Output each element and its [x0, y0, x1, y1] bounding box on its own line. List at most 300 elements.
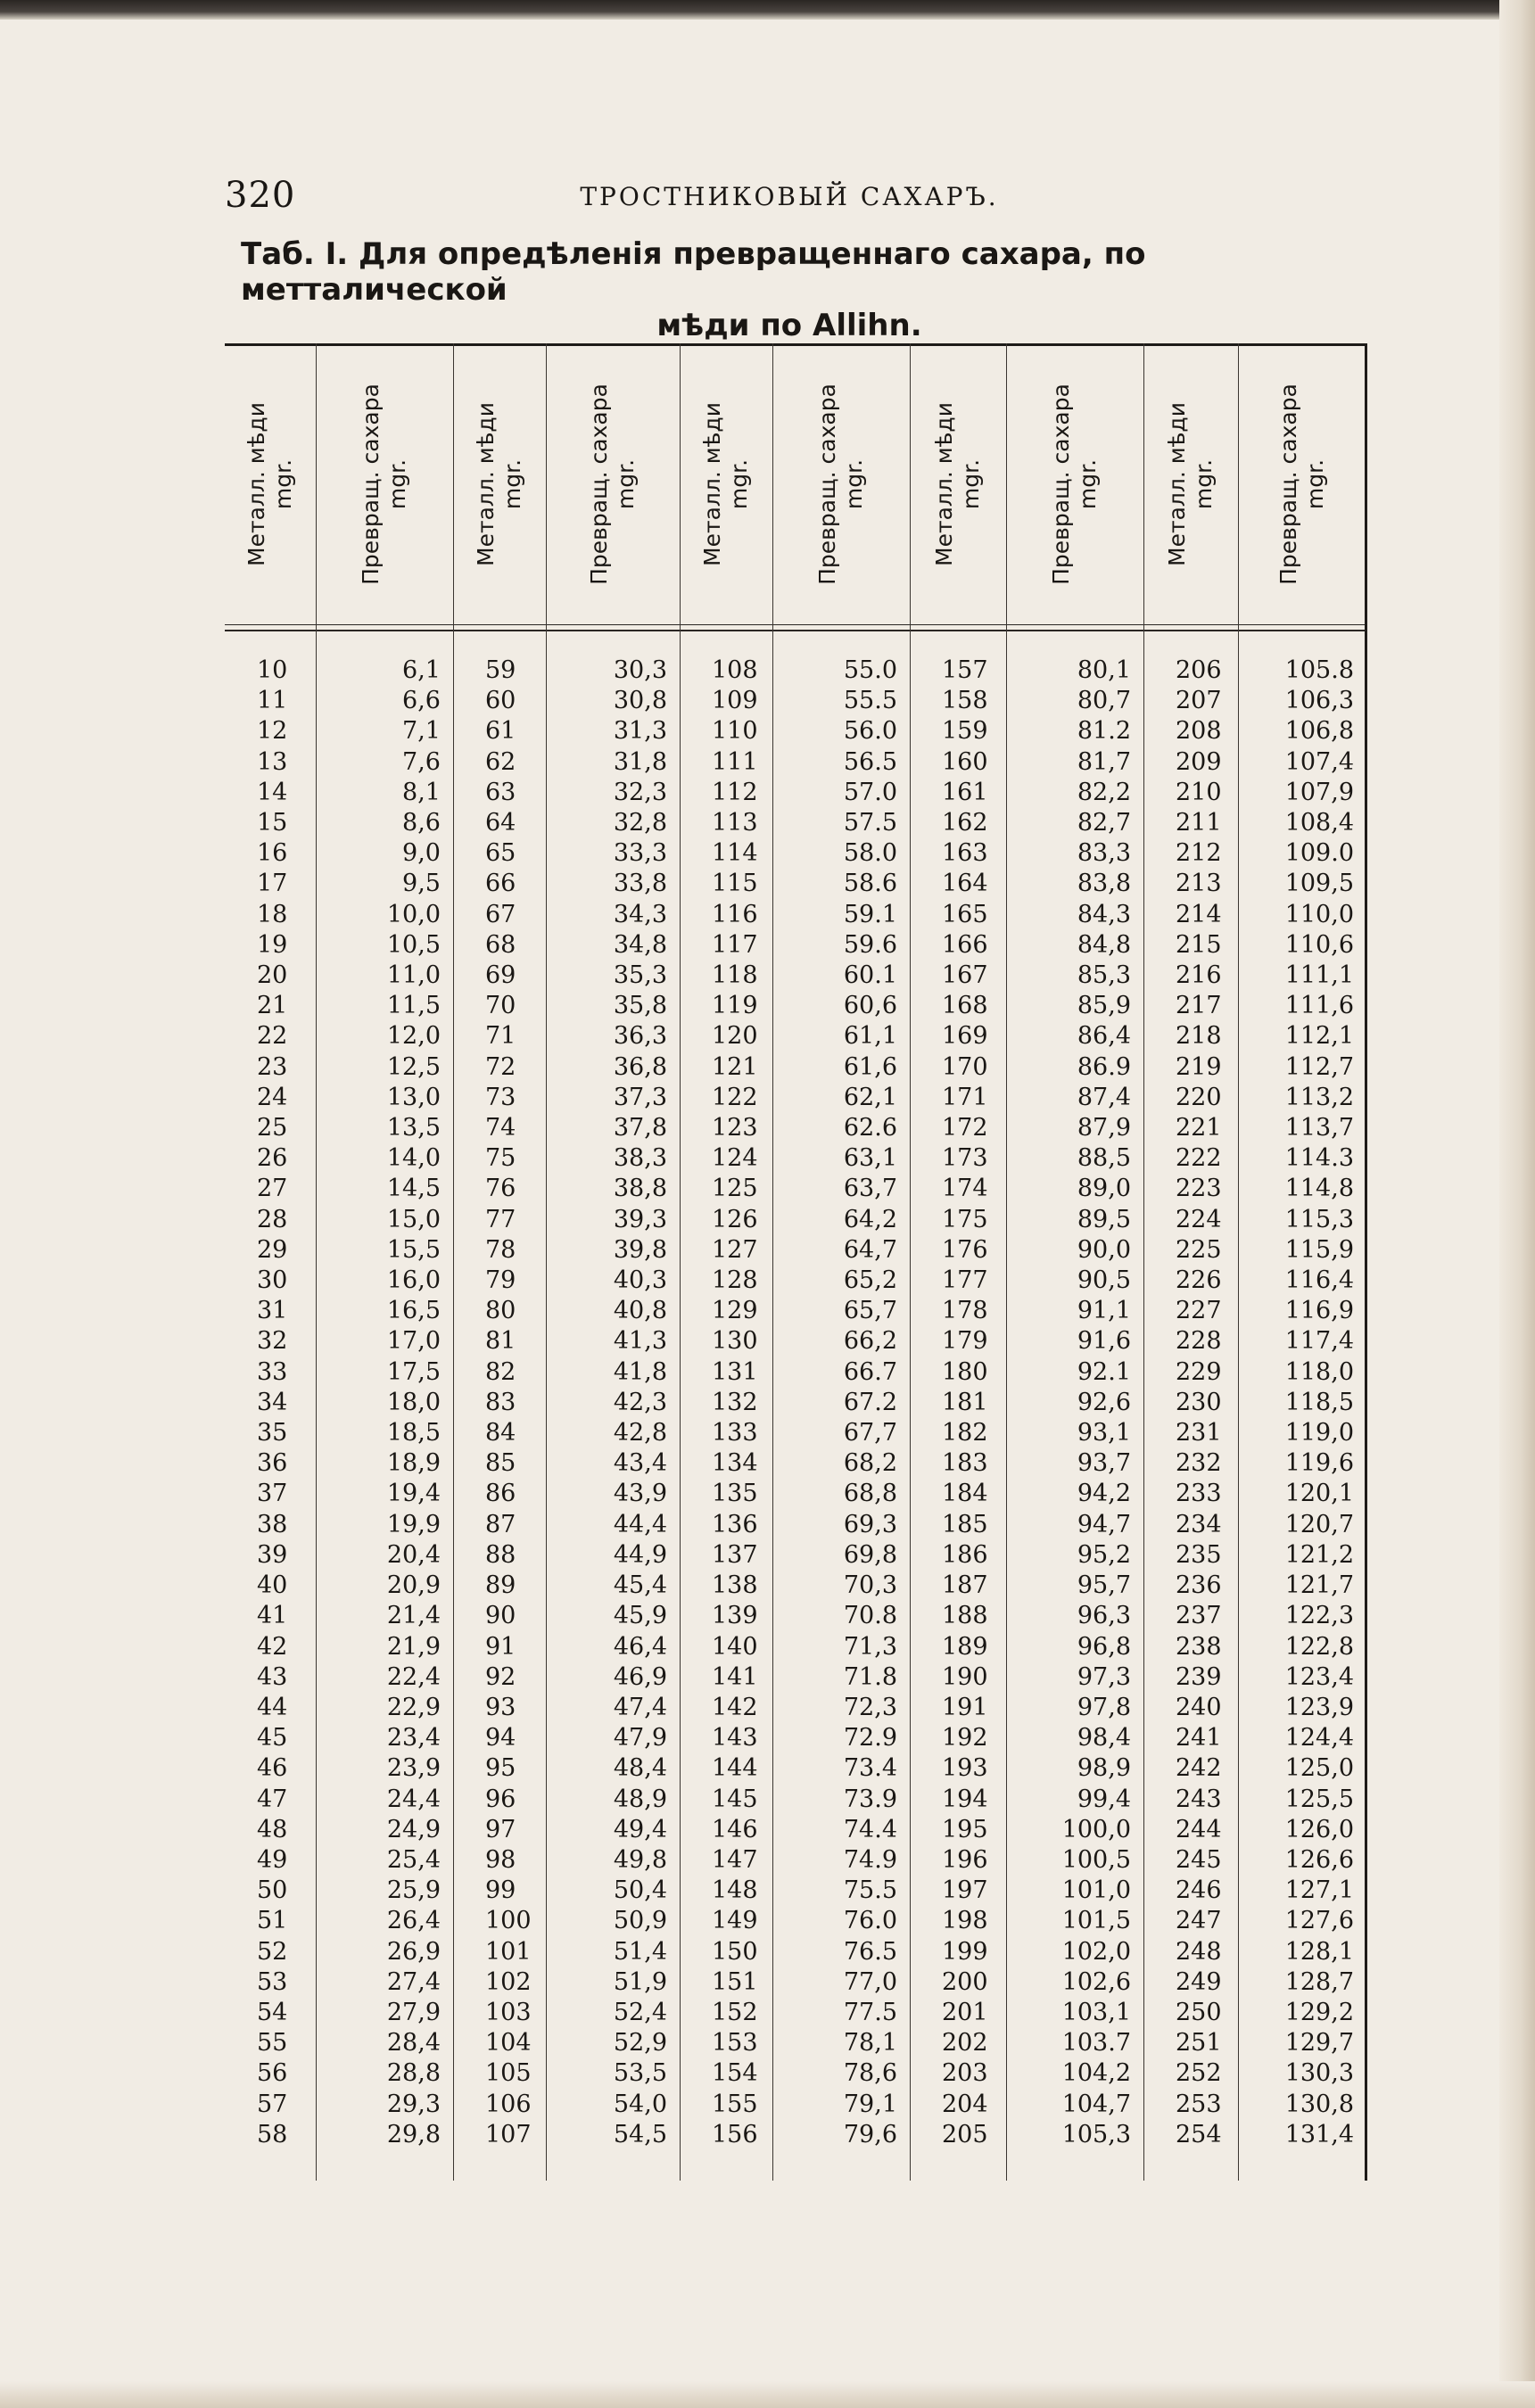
- sugar-cell: 16,0: [386, 1266, 441, 1295]
- sugar-cell: 84,3: [1077, 900, 1131, 928]
- sugar-cell: 27,9: [386, 1998, 441, 2026]
- copper-cell: 251: [1176, 2029, 1222, 2058]
- metal-copper-column: [910, 343, 1006, 2181]
- copper-cell: 51: [257, 1907, 288, 1935]
- sugar-cell: 79,1: [843, 2090, 897, 2118]
- copper-cell: 202: [942, 2029, 988, 2058]
- sugar-cell: 59.1: [843, 900, 897, 928]
- sugar-cell: 78,1: [843, 2029, 897, 2058]
- sugar-cell: 92,6: [1077, 1388, 1131, 1416]
- column-header-text: [473, 355, 526, 614]
- copper-cell: 200: [942, 1967, 988, 1996]
- copper-cell: 137: [712, 1540, 758, 1569]
- sugar-cell: 43,4: [613, 1449, 667, 1478]
- copper-cell: 169: [942, 1022, 988, 1051]
- copper-cell: 107: [485, 2120, 532, 2148]
- copper-cell: 63: [485, 778, 516, 806]
- copper-cell: 100: [485, 1907, 532, 1935]
- sugar-cell: 23,9: [386, 1754, 441, 1783]
- sugar-cell: 118,0: [1284, 1357, 1354, 1386]
- copper-cell: 224: [1176, 1205, 1222, 1233]
- column-header-label: Металл. мѣди: [699, 402, 725, 566]
- sugar-cell: 46,4: [613, 1632, 667, 1661]
- sugar-cell: 95,7: [1077, 1571, 1131, 1600]
- copper-cell: 201: [942, 1998, 988, 2026]
- copper-cell: 110: [712, 717, 758, 746]
- sugar-cell: 130,8: [1284, 2090, 1354, 2118]
- sugar-cell: 66,2: [843, 1327, 897, 1356]
- copper-cell: 149: [712, 1907, 758, 1935]
- sugar-cell: 59.6: [843, 930, 897, 959]
- column-header-text: [1275, 355, 1329, 614]
- sugar-cell: 105,3: [1061, 2120, 1131, 2148]
- converted-sugar-column: [1238, 343, 1366, 2181]
- running-title: ТРОСТНИКОВЫЙ САХАРЪ.: [580, 182, 999, 211]
- copper-cell: 114: [712, 839, 758, 868]
- copper-cell: 31: [257, 1297, 288, 1325]
- sugar-cell: 80,1: [1077, 656, 1131, 684]
- sugar-cell: 84,8: [1077, 930, 1131, 959]
- copper-cell: 95: [485, 1754, 516, 1783]
- sugar-cell: 6,6: [402, 687, 441, 715]
- copper-cell: 239: [1176, 1662, 1222, 1691]
- copper-cell: 133: [712, 1419, 758, 1447]
- copper-cell: 132: [712, 1388, 758, 1416]
- sugar-cell: 78,6: [843, 2059, 897, 2088]
- sugar-cell: 107,9: [1284, 778, 1354, 806]
- sugar-cell: 22,4: [386, 1662, 441, 1691]
- copper-cell: 175: [942, 1205, 988, 1233]
- copper-cell: 22: [257, 1022, 288, 1051]
- copper-cell: 197: [942, 1876, 988, 1905]
- sugar-cell: 57.0: [843, 778, 897, 806]
- copper-cell: 59: [485, 656, 516, 684]
- caption-line-1: Таб. I. Для опредѣленія превращеннаго сахара, по метталической: [241, 236, 1146, 308]
- copper-cell: 54: [257, 1998, 288, 2026]
- sugar-cell: 110,0: [1284, 900, 1354, 928]
- sugar-cell: 56.5: [843, 747, 897, 776]
- copper-cell: 119: [712, 992, 758, 1020]
- sugar-cell: 42,3: [613, 1388, 667, 1416]
- copper-cell: 205: [942, 2120, 988, 2148]
- sugar-cell: 29,3: [386, 2090, 441, 2118]
- copper-cell: 176: [942, 1235, 988, 1264]
- sugar-cell: 8,1: [402, 778, 441, 806]
- metal-copper-column: [453, 343, 546, 2181]
- sugar-cell: 17,0: [386, 1327, 441, 1356]
- sugar-cell: 116,4: [1284, 1266, 1354, 1295]
- table-caption: [214, 236, 1365, 343]
- copper-cell: 158: [942, 687, 988, 715]
- sugar-cell: 64,2: [843, 1205, 897, 1233]
- copper-cell: 249: [1176, 1967, 1222, 1996]
- copper-cell: 40: [257, 1571, 288, 1600]
- copper-cell: 148: [712, 1876, 758, 1905]
- copper-cell: 188: [942, 1602, 988, 1630]
- sugar-cell: 94,2: [1077, 1480, 1131, 1508]
- sugar-cell: 60.1: [843, 961, 897, 990]
- copper-cell: 222: [1176, 1144, 1222, 1173]
- sugar-cell: 38,3: [613, 1144, 667, 1173]
- copper-cell: 248: [1176, 1937, 1222, 1966]
- sugar-cell: 121,7: [1284, 1571, 1354, 1600]
- sugar-cell: 79,6: [843, 2120, 897, 2148]
- sugar-cell: 30,3: [613, 656, 667, 684]
- sugar-cell: 31,3: [613, 717, 667, 746]
- sugar-cell: 85,9: [1077, 992, 1131, 1020]
- copper-cell: 227: [1176, 1297, 1222, 1325]
- column-header-label: Металл. мѣди: [1164, 402, 1190, 566]
- sugar-cell: 38,8: [613, 1175, 667, 1203]
- copper-cell: 97: [485, 1815, 516, 1843]
- column-header: [546, 350, 680, 618]
- page-right-edge: [1499, 0, 1535, 2408]
- copper-cell: 163: [942, 839, 988, 868]
- sugar-cell: 93,7: [1077, 1449, 1131, 1478]
- copper-cell: 43: [257, 1662, 288, 1691]
- sugar-cell: 7,1: [402, 717, 441, 746]
- copper-cell: 55: [257, 2029, 288, 2058]
- sugar-cell: 51,4: [613, 1937, 667, 1966]
- sugar-cell: 27,4: [386, 1967, 441, 1996]
- copper-cell: 138: [712, 1571, 758, 1600]
- column-values: [680, 656, 772, 2150]
- sugar-cell: 104,2: [1061, 2059, 1131, 2088]
- copper-cell: 19: [257, 930, 288, 959]
- sugar-cell: 26,9: [386, 1937, 441, 1966]
- sugar-cell: 35,8: [613, 992, 667, 1020]
- sugar-cell: 46,9: [613, 1662, 667, 1691]
- copper-cell: 210: [1176, 778, 1222, 806]
- copper-cell: 49: [257, 1845, 288, 1874]
- copper-cell: 254: [1176, 2120, 1222, 2148]
- sugar-cell: 31,8: [613, 747, 667, 776]
- copper-cell: 80: [485, 1297, 516, 1325]
- copper-cell: 73: [485, 1083, 516, 1111]
- column-header-text: [814, 355, 868, 614]
- copper-cell: 78: [485, 1235, 516, 1264]
- copper-cell: 126: [712, 1205, 758, 1233]
- copper-cell: 229: [1176, 1357, 1222, 1386]
- sugar-cell: 13,0: [386, 1083, 441, 1111]
- column-header-text: [931, 355, 985, 614]
- copper-cell: 168: [942, 992, 988, 1020]
- copper-cell: 181: [942, 1388, 988, 1416]
- copper-cell: 203: [942, 2059, 988, 2088]
- sugar-cell: 24,4: [386, 1785, 441, 1813]
- sugar-cell: 55.5: [843, 687, 897, 715]
- sugar-cell: 20,9: [386, 1571, 441, 1600]
- sugar-cell: 131,4: [1284, 2120, 1354, 2148]
- sugar-cell: 13,5: [386, 1114, 441, 1142]
- copper-cell: 61: [485, 717, 516, 746]
- copper-cell: 172: [942, 1114, 988, 1142]
- sugar-cell: 82,2: [1077, 778, 1131, 806]
- copper-cell: 244: [1176, 1815, 1222, 1843]
- sugar-cell: 99,4: [1077, 1785, 1131, 1813]
- sugar-cell: 19,4: [386, 1480, 441, 1508]
- sugar-cell: 9,0: [402, 839, 441, 868]
- copper-cell: 236: [1176, 1571, 1222, 1600]
- copper-cell: 214: [1176, 900, 1222, 928]
- column-values: [910, 656, 1006, 2150]
- copper-cell: 84: [485, 1419, 516, 1447]
- copper-cell: 113: [712, 809, 758, 837]
- copper-cell: 35: [257, 1419, 288, 1447]
- column-header-text: [586, 355, 640, 614]
- copper-cell: 190: [942, 1662, 988, 1691]
- column-header-label: Превращ. сахара: [814, 383, 840, 585]
- sugar-cell: 117,4: [1284, 1327, 1354, 1356]
- sugar-cell: 71.8: [843, 1662, 897, 1691]
- copper-cell: 230: [1176, 1388, 1222, 1416]
- sugar-cell: 36,3: [613, 1022, 667, 1051]
- sugar-cell: 36,8: [613, 1052, 667, 1081]
- copper-cell: 18: [257, 900, 288, 928]
- copper-cell: 233: [1176, 1480, 1222, 1508]
- copper-cell: 81: [485, 1327, 516, 1356]
- sugar-cell: 103,1: [1061, 1998, 1131, 2026]
- copper-cell: 134: [712, 1449, 758, 1478]
- sugar-cell: 72.9: [843, 1724, 897, 1752]
- column-values: [1238, 656, 1366, 2150]
- copper-cell: 36: [257, 1449, 288, 1478]
- copper-cell: 94: [485, 1724, 516, 1752]
- copper-cell: 207: [1176, 687, 1222, 715]
- sugar-cell: 96,8: [1077, 1632, 1131, 1661]
- sugar-cell: 34,8: [613, 930, 667, 959]
- sugar-cell: 126,0: [1284, 1815, 1354, 1843]
- sugar-cell: 122,3: [1284, 1602, 1354, 1630]
- copper-cell: 253: [1176, 2090, 1222, 2118]
- sugar-cell: 63,1: [843, 1144, 897, 1173]
- sugar-cell: 60,6: [843, 992, 897, 1020]
- copper-cell: 246: [1176, 1876, 1222, 1905]
- copper-cell: 234: [1176, 1510, 1222, 1538]
- sugar-cell: 25,9: [386, 1876, 441, 1905]
- copper-cell: 155: [712, 2090, 758, 2118]
- column-header-label: Превращ. сахара: [1275, 383, 1301, 585]
- sugar-cell: 62,1: [843, 1083, 897, 1111]
- copper-cell: 159: [942, 717, 988, 746]
- sugar-cell: 114.3: [1284, 1144, 1354, 1173]
- sugar-cell: 26,4: [386, 1907, 441, 1935]
- copper-cell: 183: [942, 1449, 988, 1478]
- sugar-cell: 71,3: [843, 1632, 897, 1661]
- sugar-cell: 48,9: [613, 1785, 667, 1813]
- copper-cell: 184: [942, 1480, 988, 1508]
- copper-cell: 147: [712, 1845, 758, 1874]
- sugar-cell: 28,8: [386, 2059, 441, 2088]
- sugar-cell: 29,8: [386, 2120, 441, 2148]
- sugar-cell: 65,2: [843, 1266, 897, 1295]
- copper-cell: 130: [712, 1327, 758, 1356]
- sugar-cell: 112,1: [1284, 1022, 1354, 1051]
- sugar-cell: 49,4: [613, 1815, 667, 1843]
- copper-cell: 193: [942, 1754, 988, 1783]
- sugar-cell: 23,4: [386, 1724, 441, 1752]
- copper-cell: 240: [1176, 1693, 1222, 1721]
- sugar-cell: 89,5: [1077, 1205, 1131, 1233]
- copper-cell: 104: [485, 2029, 532, 2058]
- copper-cell: 124: [712, 1144, 758, 1173]
- copper-cell: 34: [257, 1388, 288, 1416]
- copper-cell: 120: [712, 1022, 758, 1051]
- sugar-cell: 106,8: [1284, 717, 1354, 746]
- copper-cell: 140: [712, 1632, 758, 1661]
- copper-cell: 177: [942, 1266, 988, 1295]
- sugar-cell: 50,4: [613, 1876, 667, 1905]
- page-header: [214, 169, 1365, 223]
- sugar-cell: 21,9: [386, 1632, 441, 1661]
- metal-copper-column: [1143, 343, 1238, 2181]
- copper-cell: 144: [712, 1754, 758, 1783]
- sugar-cell: 82,7: [1077, 809, 1131, 837]
- copper-cell: 156: [712, 2120, 758, 2148]
- copper-cell: 72: [485, 1052, 516, 1081]
- sugar-cell: 121,2: [1284, 1540, 1354, 1569]
- sugar-cell: 102,0: [1061, 1937, 1131, 1966]
- column-header: [910, 350, 1006, 618]
- sugar-cell: 98,4: [1077, 1724, 1131, 1752]
- sugar-cell: 20,4: [386, 1540, 441, 1569]
- copper-cell: 74: [485, 1114, 516, 1142]
- sugar-cell: 57.5: [843, 809, 897, 837]
- sugar-cell: 97,8: [1077, 1693, 1131, 1721]
- copper-cell: 39: [257, 1540, 288, 1569]
- copper-cell: 223: [1176, 1175, 1222, 1203]
- copper-cell: 243: [1176, 1785, 1222, 1813]
- sugar-cell: 11,5: [386, 992, 441, 1020]
- copper-cell: 82: [485, 1357, 516, 1386]
- sugar-cell: 47,4: [613, 1693, 667, 1721]
- sugar-cell: 80,7: [1077, 687, 1131, 715]
- sugar-cell: 10,5: [386, 930, 441, 959]
- copper-cell: 189: [942, 1632, 988, 1661]
- sugar-cell: 44,9: [613, 1540, 667, 1569]
- sugar-cell: 98,9: [1077, 1754, 1131, 1783]
- sugar-cell: 89,0: [1077, 1175, 1131, 1203]
- copper-cell: 46: [257, 1754, 288, 1783]
- page-bottom-edge: [0, 2381, 1535, 2408]
- sugar-cell: 97,3: [1077, 1662, 1131, 1691]
- copper-cell: 241: [1176, 1724, 1222, 1752]
- sugar-cell: 81,7: [1077, 747, 1131, 776]
- copper-cell: 247: [1176, 1907, 1222, 1935]
- copper-cell: 99: [485, 1876, 516, 1905]
- copper-cell: 29: [257, 1235, 288, 1264]
- sugar-cell: 73.9: [843, 1785, 897, 1813]
- column-header-text: [1048, 355, 1102, 614]
- converted-sugar-column: [316, 343, 453, 2181]
- copper-cell: 242: [1176, 1754, 1222, 1783]
- copper-cell: 211: [1176, 809, 1222, 837]
- copper-cell: 91: [485, 1632, 516, 1661]
- sugar-cell: 15,0: [386, 1205, 441, 1233]
- column-header-label: Превращ. сахара: [358, 383, 384, 585]
- sugar-cell: 111,6: [1284, 992, 1354, 1020]
- sugar-cell: 109.0: [1284, 839, 1354, 868]
- copper-cell: 90: [485, 1602, 516, 1630]
- sugar-cell: 25,4: [386, 1845, 441, 1874]
- copper-cell: 145: [712, 1785, 758, 1813]
- sugar-cell: 22,9: [386, 1693, 441, 1721]
- copper-cell: 185: [942, 1510, 988, 1538]
- copper-cell: 38: [257, 1510, 288, 1538]
- copper-cell: 67: [485, 900, 516, 928]
- copper-cell: 112: [712, 778, 758, 806]
- sugar-cell: 73.4: [843, 1754, 897, 1783]
- sugar-cell: 19,9: [386, 1510, 441, 1538]
- sugar-cell: 6,1: [402, 656, 441, 684]
- copper-cell: 152: [712, 1998, 758, 2026]
- column-header-unit: mgr.: [958, 458, 984, 510]
- sugar-cell: 45,4: [613, 1571, 667, 1600]
- sugar-cell: 18,0: [386, 1388, 441, 1416]
- sugar-cell: 18,9: [386, 1449, 441, 1478]
- copper-cell: 70: [485, 992, 516, 1020]
- copper-cell: 30: [257, 1266, 288, 1295]
- sugar-cell: 12,5: [386, 1052, 441, 1081]
- copper-cell: 68: [485, 930, 516, 959]
- sugar-cell: 37,3: [613, 1083, 667, 1111]
- copper-cell: 14: [257, 778, 288, 806]
- copper-cell: 198: [942, 1907, 988, 1935]
- sugar-cell: 101,5: [1061, 1907, 1131, 1935]
- sugar-cell: 70.8: [843, 1602, 897, 1630]
- sugar-cell: 92.1: [1077, 1357, 1131, 1386]
- sugar-cell: 14,5: [386, 1175, 441, 1203]
- sugar-cell: 33,8: [613, 870, 667, 898]
- sugar-cell: 30,8: [613, 687, 667, 715]
- sugar-cell: 47,9: [613, 1724, 667, 1752]
- sugar-cell: 50,9: [613, 1907, 667, 1935]
- sugar-cell: 87,9: [1077, 1114, 1131, 1142]
- copper-cell: 208: [1176, 717, 1222, 746]
- column-values: [453, 656, 546, 2150]
- column-header-unit: mgr.: [270, 458, 296, 510]
- sugar-cell: 113,2: [1284, 1083, 1354, 1111]
- sugar-cell: 54,5: [613, 2120, 667, 2148]
- copper-cell: 231: [1176, 1419, 1222, 1447]
- copper-cell: 215: [1176, 930, 1222, 959]
- sugar-cell: 48,4: [613, 1754, 667, 1783]
- copper-cell: 58: [257, 2120, 288, 2148]
- copper-cell: 195: [942, 1815, 988, 1843]
- sugar-cell: 110,6: [1284, 930, 1354, 959]
- sugar-cell: 32,8: [613, 809, 667, 837]
- copper-cell: 25: [257, 1114, 288, 1142]
- sugar-cell: 74.4: [843, 1815, 897, 1843]
- copper-cell: 92: [485, 1662, 516, 1691]
- sugar-cell: 61,6: [843, 1052, 897, 1081]
- copper-cell: 174: [942, 1175, 988, 1203]
- sugar-cell: 64,7: [843, 1235, 897, 1264]
- sugar-cell: 107,4: [1284, 747, 1354, 776]
- sugar-cell: 108,4: [1284, 809, 1354, 837]
- sugar-cell: 41,8: [613, 1357, 667, 1386]
- column-header: [1006, 350, 1143, 618]
- sugar-cell: 8,6: [402, 809, 441, 837]
- copper-cell: 157: [942, 656, 988, 684]
- sugar-cell: 129,7: [1284, 2029, 1354, 2058]
- copper-cell: 115: [712, 870, 758, 898]
- sugar-cell: 88,5: [1077, 1144, 1131, 1173]
- sugar-cell: 86,4: [1077, 1022, 1131, 1051]
- sugar-cell: 65,7: [843, 1297, 897, 1325]
- sugar-cell: 68,2: [843, 1449, 897, 1478]
- sugar-cell: 125,5: [1284, 1785, 1354, 1813]
